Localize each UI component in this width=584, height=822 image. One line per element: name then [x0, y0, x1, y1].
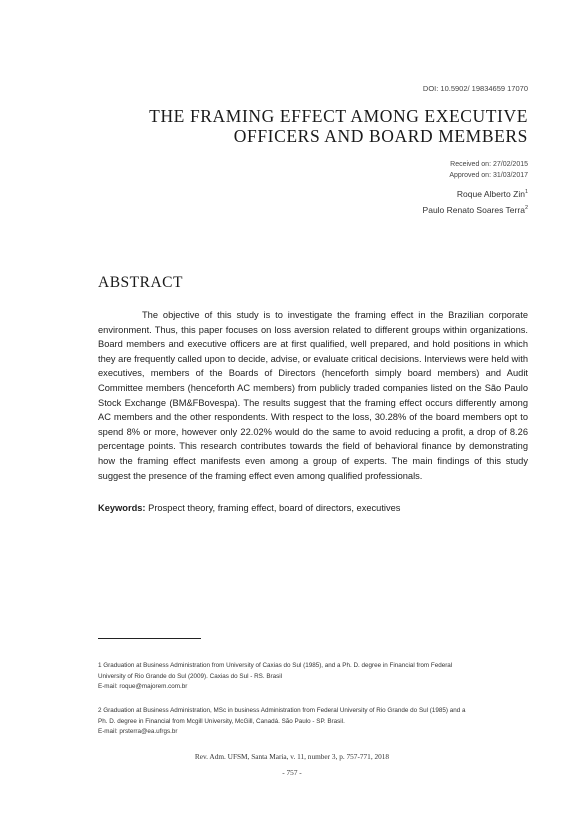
doi: DOI: 10.5902/ 19834659 17070 — [422, 84, 528, 93]
author-1 — [457, 189, 528, 199]
journal-footer: Rev. Adm. UFSM, Santa Maria, v. 11, number 3, p. 757-771, 2018 — [194, 752, 390, 761]
footnote-1 — [98, 661, 528, 693]
abstract-text: The objective of this study is to investigate the framing effect in the Brazilian corporate environment. Thus, this paper focuses on loss aversion related to different groups within organizations. Board members and executive officers are at first qualified, well prepared, and hold positions in which they are frequently called upon to decide, advise, or evaluate critical decisions. Interviews were held with executives, members of the Boards of Directors (henceforth simply board members) and Audit Committee members (henceforth AC members) from publicly traded companies listed on the São Paulo Stock Exchange (BM&FBovespa). The results suggest that the framing effect occurs differently among AC members and the other respondents. With respect to the loss, 30.28% of the board members opt to spend 8% or more, however only 22.02% would do the same to avoid reducing a profit, a drop of 8.26 percentage points. This research contributes towards the field of behavioral finance by demonstrating how the framing effect manifests even among a group of experts. The main findings of this study suggest the presence of the framing effect even among qualified professionals. — [98, 310, 528, 481]
footnote-line: 1 Graduation at Business Administration from University of Caxias do Sul (1985), and a Ph. D. degree in Financial from Federal — [98, 662, 453, 669]
keywords-label: Keywords: — [98, 503, 146, 513]
footnote-divider — [98, 638, 201, 639]
abstract-heading: ABSTRACT — [98, 274, 183, 291]
author-footnote-marker[interactable]: 2 — [524, 205, 528, 212]
keywords-text: Prospect theory, framing effect, board of directors, executives — [145, 503, 401, 513]
author-name: Roque Alberto Zin — [456, 189, 525, 199]
author-footnote-marker[interactable]: 1 — [524, 189, 528, 196]
approved-date: Approved on: 31/03/2017 — [449, 172, 528, 179]
page-number: - 757 - — [282, 768, 302, 777]
paper-title — [58, 106, 528, 146]
footnote-line: 2 Graduation at Business Administration, MSc in business Administration from Federal University of Rio Grande do Sul (1985) and a — [98, 707, 466, 714]
footnote-line: Ph. D. degree in Financial from Mcgill University, McGill, Canadá. São Paulo - SP. Brasil. — [98, 717, 345, 725]
keywords — [98, 503, 528, 513]
submission-dates — [449, 159, 528, 181]
title-line-2: OFFICERS AND BOARD MEMBERS — [233, 126, 528, 146]
footnote-line: University of Rio Grande do Sul (2009). Caxias do Sul - RS. Brasil — [98, 672, 283, 680]
author-name: Paulo Renato Soares Terra — [422, 205, 525, 215]
footnote-2 — [98, 706, 528, 738]
footnote-email[interactable]: E-mail: prsterra@ea.ufrgs.br — [98, 728, 178, 736]
received-date: Received on: 27/02/2015 — [450, 161, 528, 168]
footnote-email[interactable]: E-mail: roque@majorem.com.br — [98, 683, 188, 691]
author-2 — [423, 205, 528, 215]
title-line-1: THE FRAMING EFFECT AMONG EXECUTIVE — [149, 106, 528, 126]
